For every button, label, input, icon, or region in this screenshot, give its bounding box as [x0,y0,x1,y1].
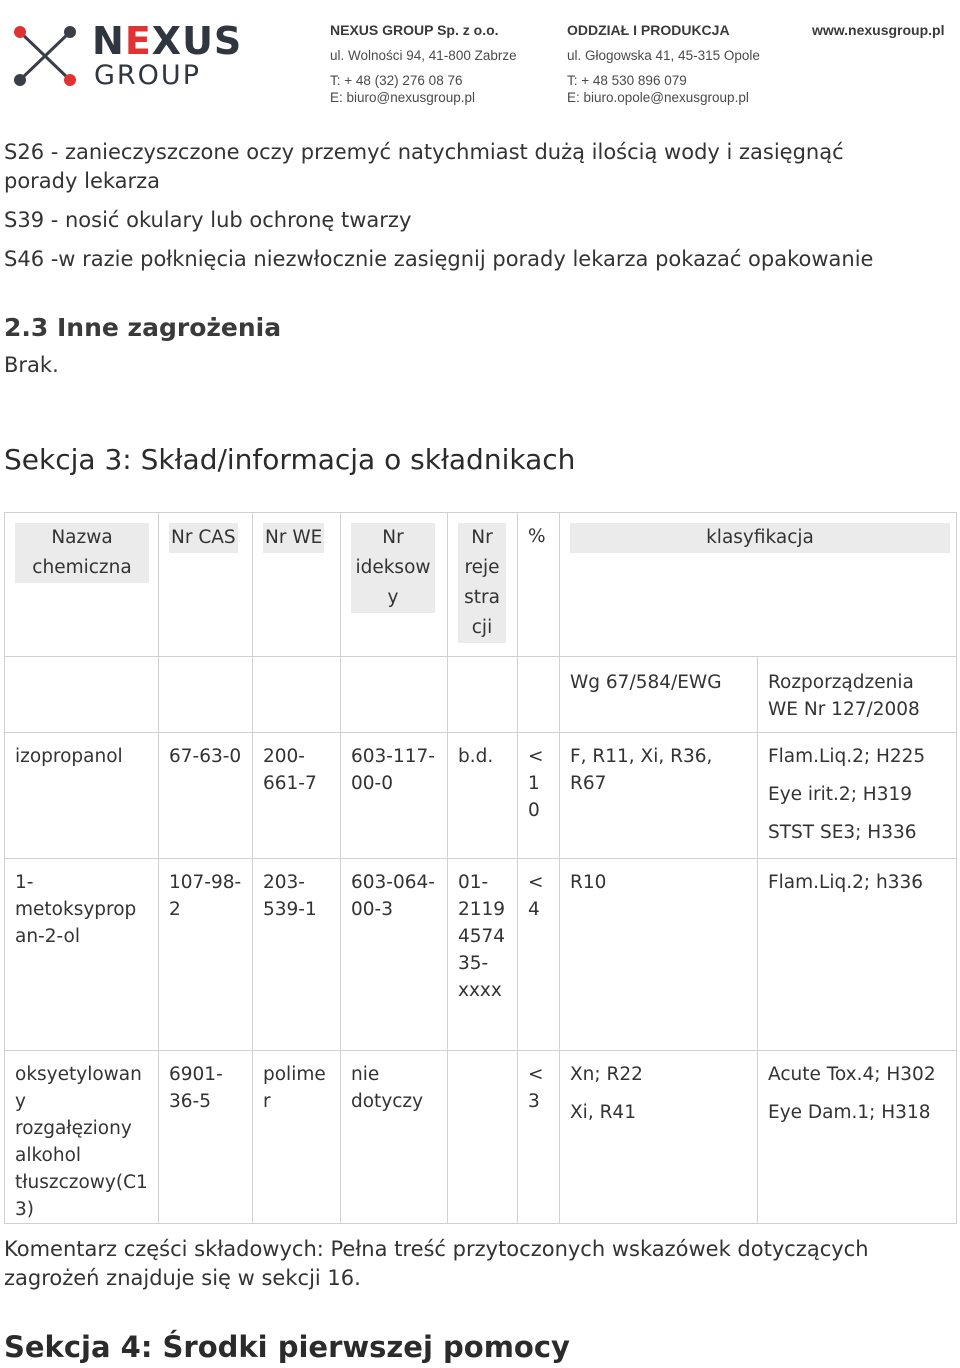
header-chemical-name: Nazwa chemiczna [5,513,159,657]
subheader-regulation: Rozporządzenia WE Nr 127/2008 [758,657,957,733]
logo-subtitle: GROUP [94,60,201,91]
cell-ewg: R10 [560,859,758,1051]
cell-cas: 67-63-0 [159,733,253,859]
cell-index: 603-117-00-0 [341,733,448,859]
website-link: www.nexusgroup.pl [812,22,945,38]
section-4-heading: Sekcja 4: Środki pierwszej pomocy [4,1330,570,1364]
section-3-heading: Sekcja 3: Skład/informacja o składnikach [4,443,576,476]
cell-percent: < 1 0 [518,733,560,859]
logo-mark-icon [12,24,78,88]
subsection-text: Brak. [4,353,59,377]
composition-table [4,512,957,1224]
table-row [5,859,957,1051]
cell-we: 200-661-7 [253,733,341,859]
phrase-s39: S39 - nosić okulary lub ochronę twarzy [4,208,412,232]
branch-email: E: biuro.opole@nexusgroup.pl [567,90,749,105]
cell-registration: 01-2119 4574 35-xxxx [448,859,518,1051]
subsection-heading: 2.3 Inne zagrożenia [4,313,282,342]
phrase-s26: S26 - zanieczyszczone oczy przemyć natychmiast dużą ilością wody i zasięgnąć porady lekarza [4,140,844,193]
header-registration: Nr reje stra cji [448,513,518,657]
company-name: NEXUS GROUP Sp. z o.o. [330,22,499,38]
branch-phone: T: + 48 530 896 079 [567,73,687,88]
page-header [0,0,960,112]
logo-wordmark: NEXUS [92,19,243,63]
cell-ewg: F, R11, Xi, R36, R67 [560,733,758,859]
branch-address: ul. Głogowska 41, 45-315 Opole [567,48,760,63]
subheader-ewg: Wg 67/584/EWG [560,657,758,733]
header-percent: % [518,513,560,657]
header-classification: klasyfikacja [560,513,957,657]
header-index: Nr ideksow y [341,513,448,657]
table-row [5,1051,957,1224]
header-website [812,22,945,39]
cell-cas: 107-98-2 [159,859,253,1051]
cell-index: nie dotyczy [341,1051,448,1224]
table-row [5,733,957,859]
header-branch-info [567,22,760,106]
cell-cas: 6901-36-5 [159,1051,253,1224]
cell-percent: < 3 [518,1051,560,1224]
cell-name: izopropanol [5,733,159,859]
cell-index: 603-064-00-3 [341,859,448,1051]
company-email: E: biuro@nexusgroup.pl [330,90,476,105]
cell-ewg: Xn; R22 Xi, R41 [560,1051,758,1224]
company-phone: T: + 48 (32) 276 08 76 [330,73,463,88]
cell-registration [448,1051,518,1224]
cell-we: 203-539-1 [253,859,341,1051]
cell-percent: < 4 [518,859,560,1051]
header-cas: Nr CAS [159,513,253,657]
phrase-s46: S46 -w razie połknięcia niezwłocznie zasięgnij porady lekarza pokazać opakowanie [4,247,874,271]
cell-clp: Flam.Liq.2; h336 [758,859,957,1051]
table-subheader-row [5,657,957,733]
branch-name: ODDZIAŁ I PRODUKCJA [567,22,730,38]
cell-name: oksyetylowan y rozgałęziony alkohol tłuszczowy(C1 3) [5,1051,159,1224]
cell-clp: Acute Tox.4; H302 Eye Dam.1; H318 [758,1051,957,1224]
company-address: ul. Wolności 94, 41-800 Zabrze [330,48,517,63]
cell-we: polime r [253,1051,341,1224]
cell-name: 1-metoksyprop an-2-ol [5,859,159,1051]
table-header-row [5,513,957,657]
header-company-info [330,22,517,106]
cell-clp: Flam.Liq.2; H225 Eye irit.2; H319 STST SE3; H336 [758,733,957,859]
header-we: Nr WE [253,513,341,657]
cell-registration: b.d. [448,733,518,859]
components-comment: Komentarz części składowych: Pełna treść przytoczonych wskazówek dotyczących zagrożeń znajduje się w sekcji 16. [4,1237,869,1290]
nexus-logo [12,20,242,92]
